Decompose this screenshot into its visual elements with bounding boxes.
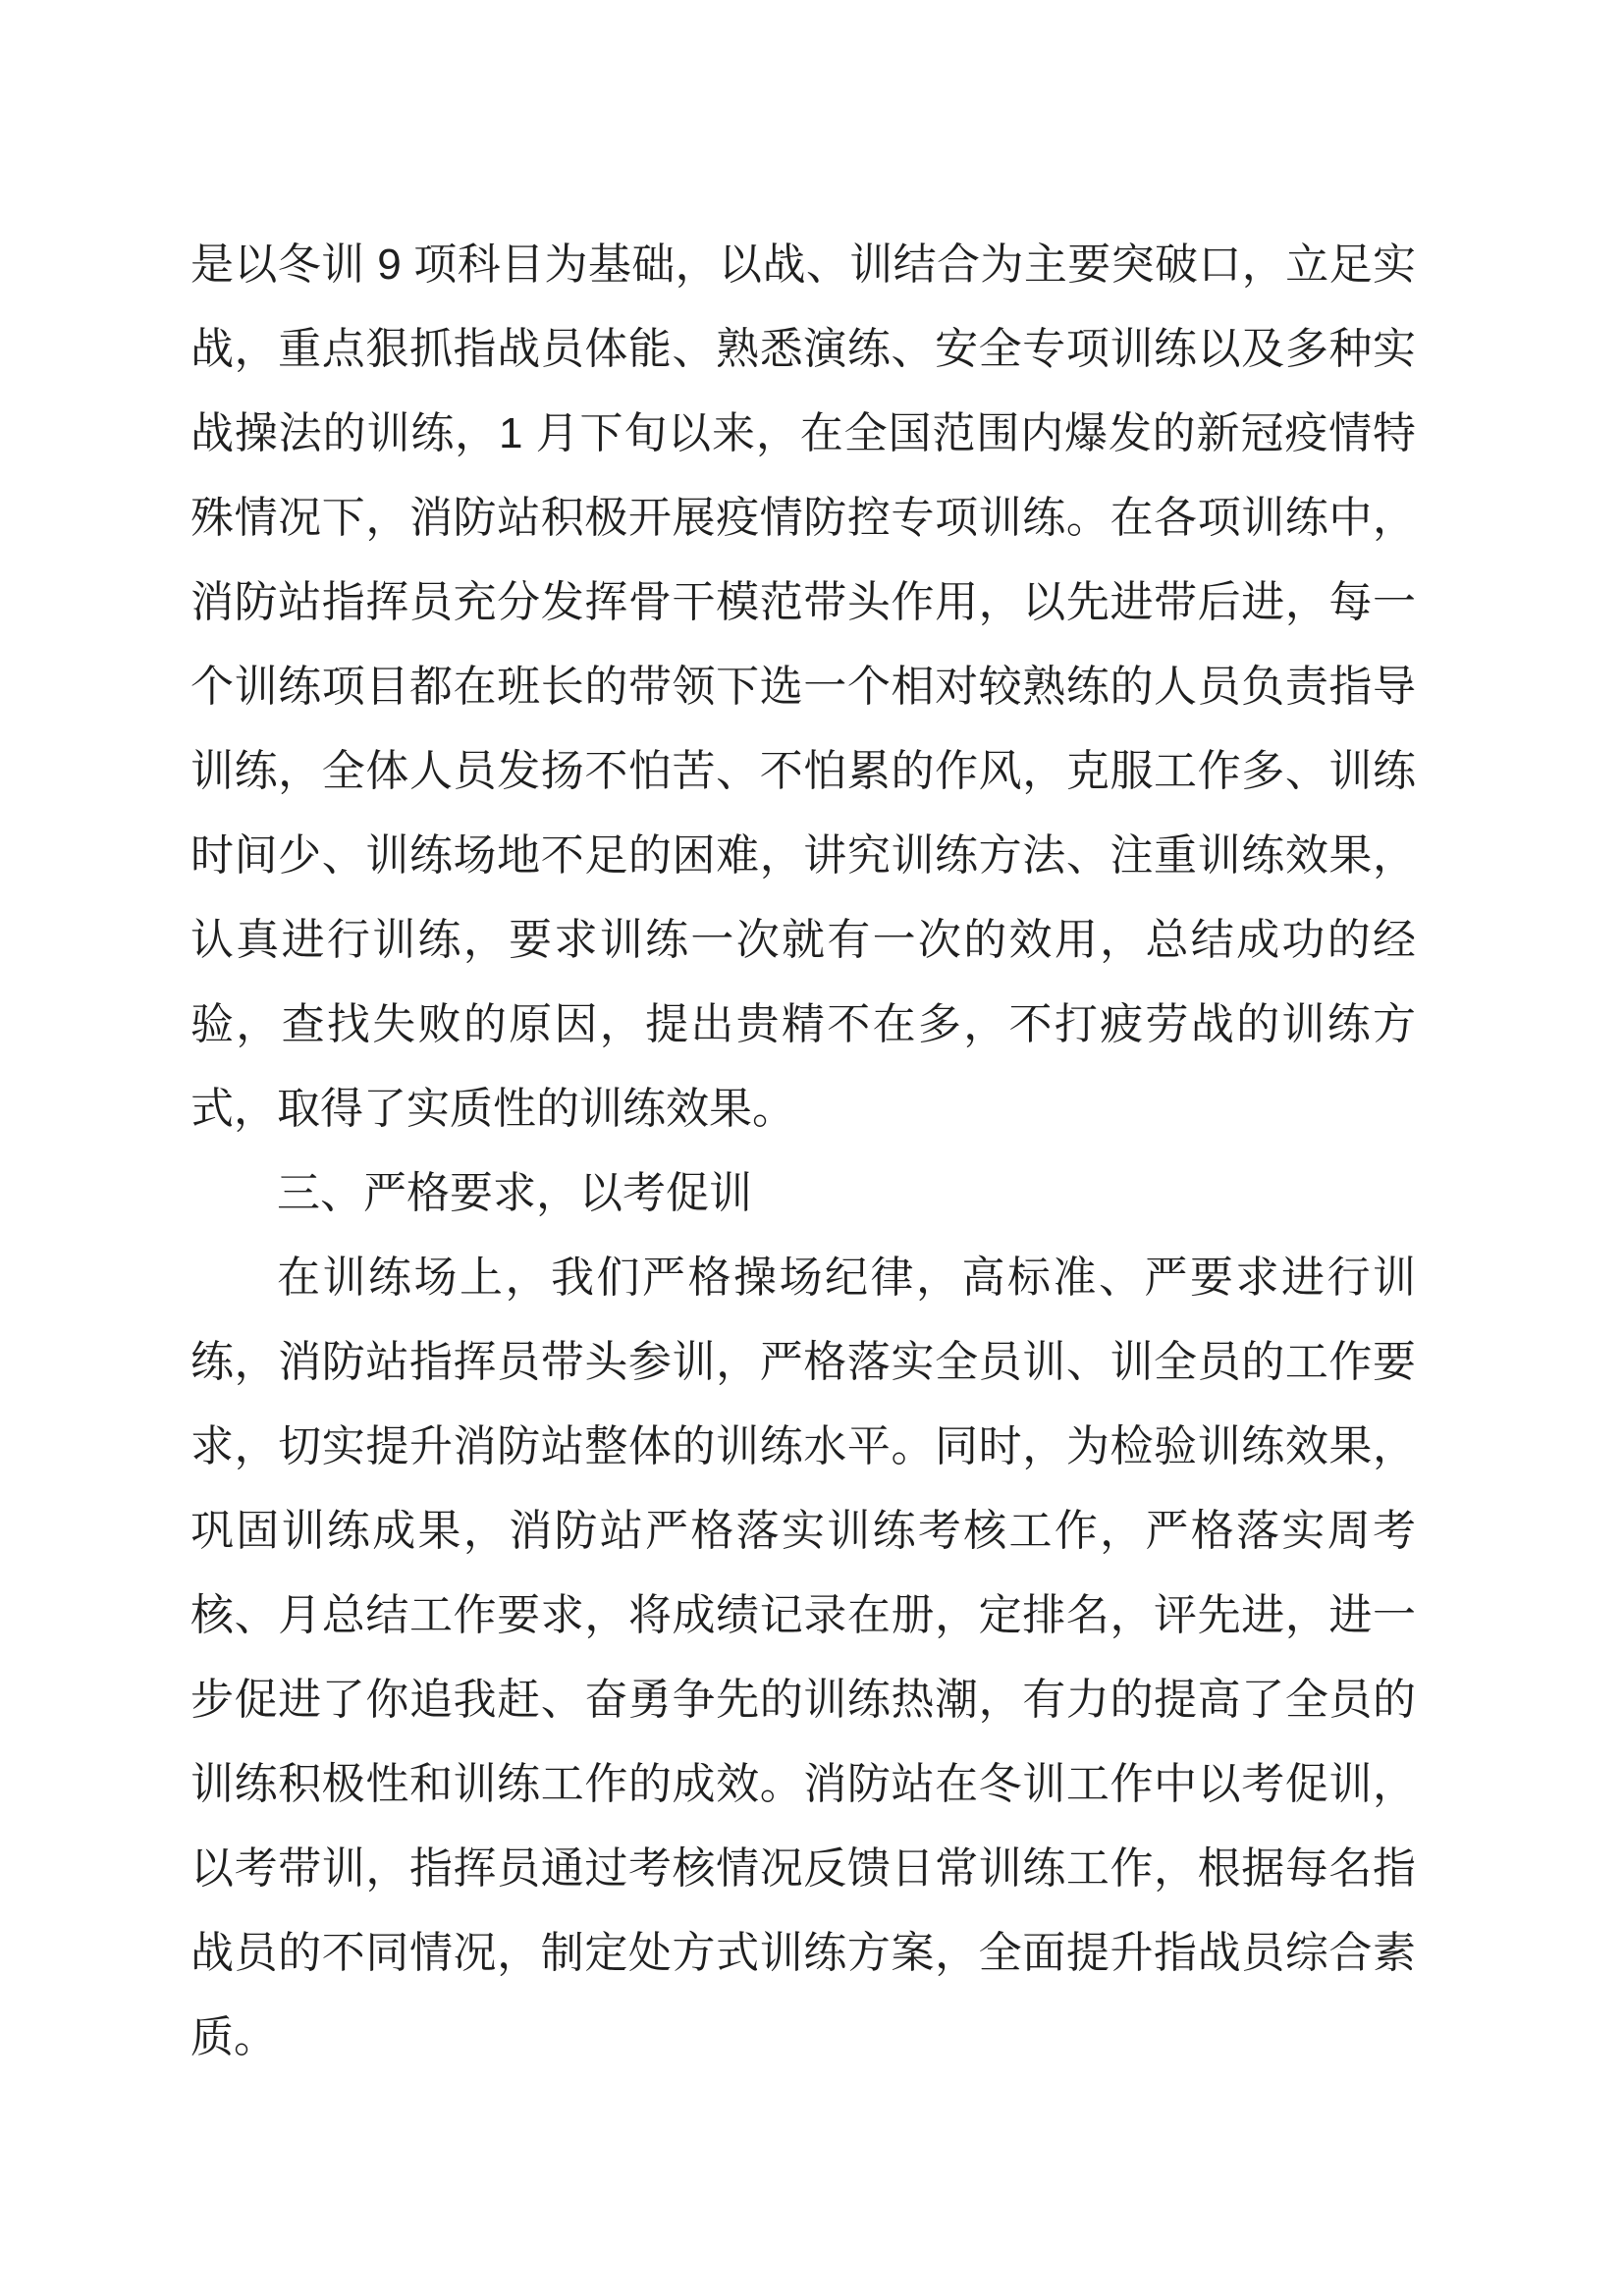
text-line: 训练积极性和训练工作的成效。消防站在冬训工作中以考促训， — [190, 1760, 1416, 1808]
document-text — [190, 223, 1416, 2080]
text-line: 质。 — [190, 2013, 277, 2061]
text-line: 战员的不同情况，制定处方式训练方案，全面提升指战员综合素 — [190, 1929, 1416, 1977]
text-line: 战操法的训练，1 月下旬以来，在全国范围内爆发的新冠疫情特 — [190, 409, 1416, 457]
text-line: 个训练项目都在班长的带领下选一个相对较熟练的人员负责指导 — [190, 663, 1416, 711]
text-line: 核、月总结工作要求，将成绩记录在册，定排名，评先进，进一 — [190, 1591, 1416, 1639]
text-line: 认真进行训练，要求训练一次就有一次的效用，总结成功的经 — [190, 916, 1416, 964]
section-heading: 三、严格要求，以考促训 — [277, 1169, 752, 1217]
text-line: 练，消防站指挥员带头参训，严格落实全员训、训全员的工作要 — [190, 1338, 1416, 1386]
text-line: 巩固训练成果，消防站严格落实训练考核工作，严格落实周考 — [190, 1507, 1416, 1555]
text-line: 验，查找失败的原因，提出贵精不在多，不打疲劳战的训练方 — [190, 1000, 1416, 1048]
text-line: 殊情况下，消防站积极开展疫情防控专项训练。在各项训练中， — [190, 494, 1416, 542]
text-line: 式，取得了实质性的训练效果。 — [190, 1085, 795, 1133]
text-line: 求，切实提升消防站整体的训练水平。同时，为检验训练效果， — [190, 1422, 1416, 1470]
text-line: 战，重点狠抓指战员体能、熟悉演练、安全专项训练以及多种实 — [190, 325, 1416, 373]
text-line: 训练，全体人员发扬不怕苦、不怕累的作风，克服工作多、训练 — [190, 747, 1416, 795]
text-line: 时间少、训练场地不足的困难，讲究训练方法、注重训练效果， — [190, 831, 1416, 880]
text-line: 消防站指挥员充分发挥骨干模范带头作用，以先进带后进，每一 — [190, 578, 1416, 626]
text-line: 以考带训，指挥员通过考核情况反馈日常训练工作，根据每名指 — [190, 1844, 1416, 1893]
text-line: 是以冬训 9 项科目为基础，以战、训结合为主要突破口，立足实 — [190, 240, 1416, 289]
text-line: 在训练场上，我们严格操场纪律，高标准、严要求进行训 — [277, 1254, 1416, 1302]
text-line: 步促进了你追我赶、奋勇争先的训练热潮，有力的提高了全员的 — [190, 1676, 1416, 1724]
